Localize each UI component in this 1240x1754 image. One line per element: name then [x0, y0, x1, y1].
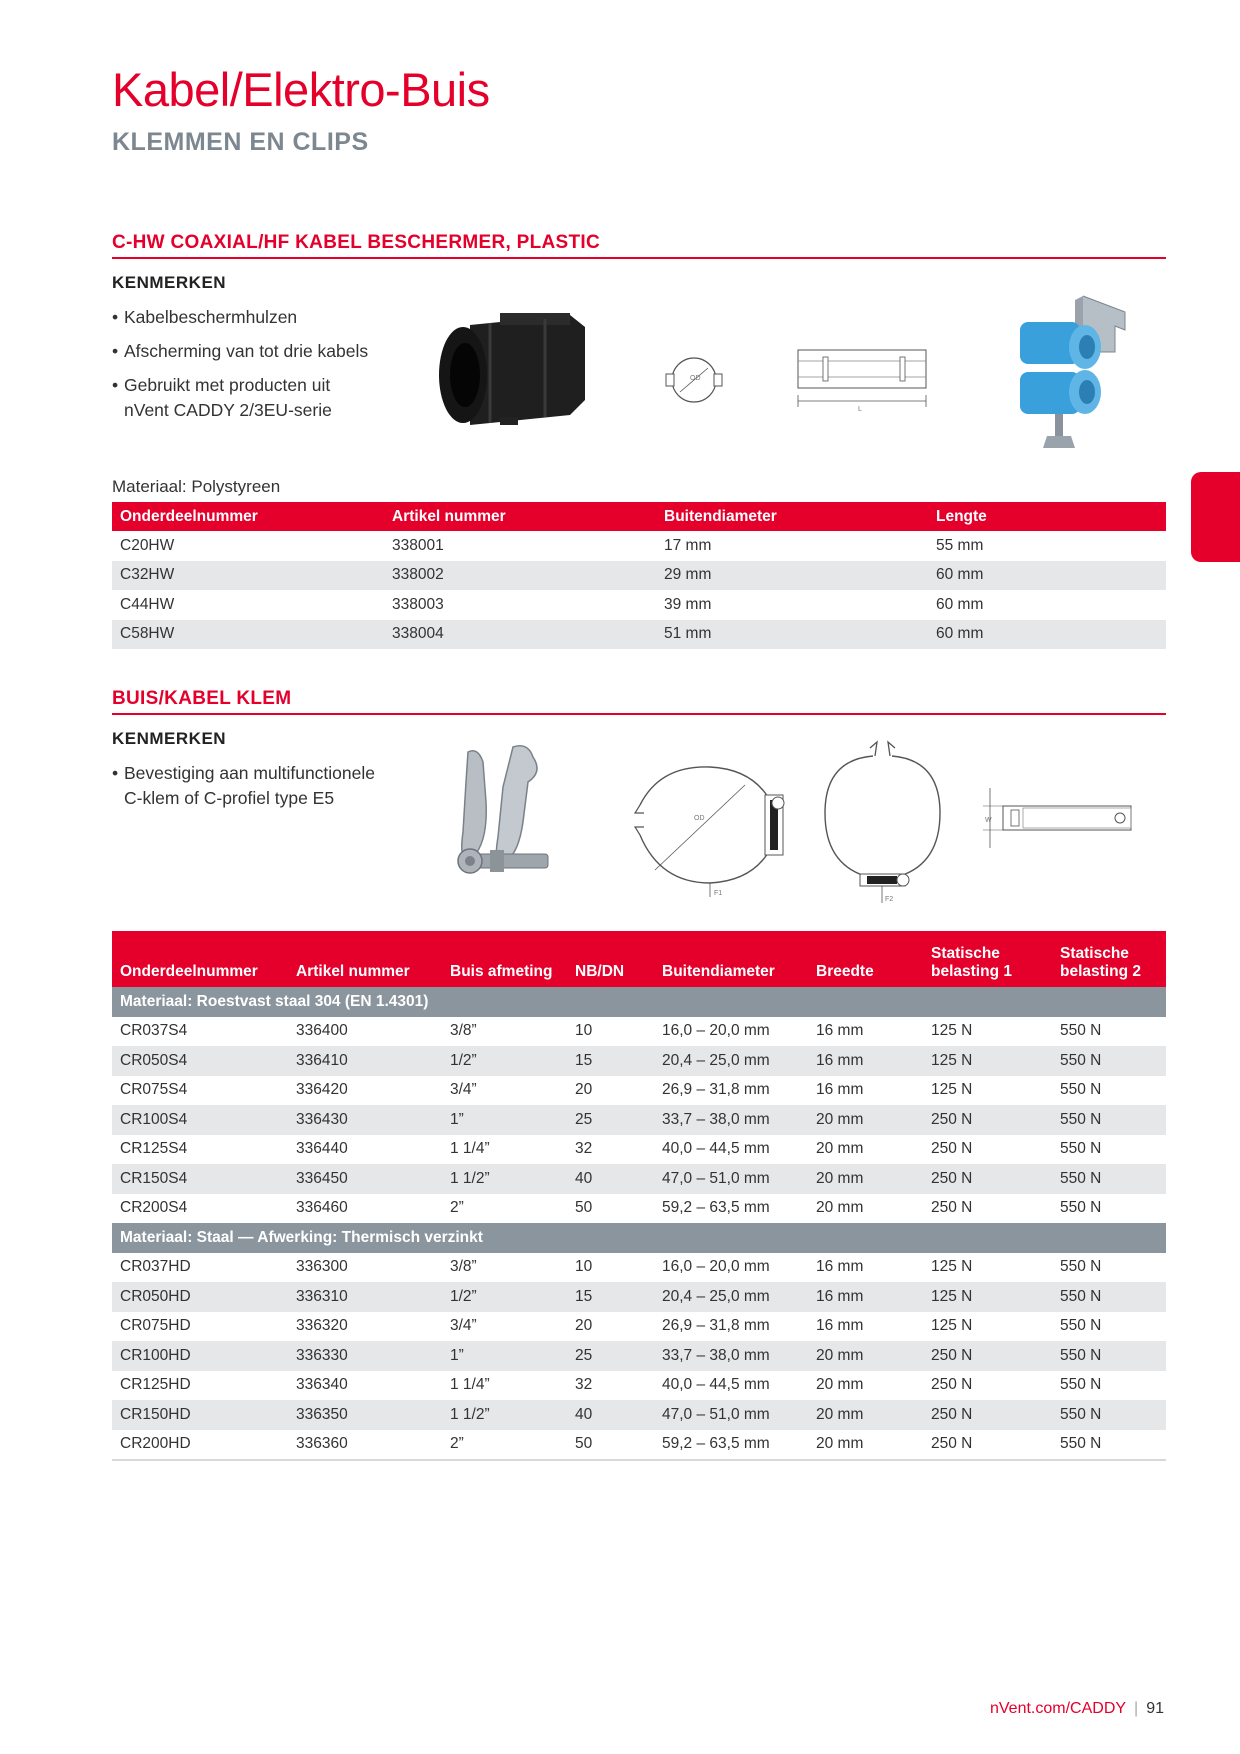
- table-cell: 1”: [442, 1341, 567, 1371]
- column-header: Breedte: [808, 931, 923, 987]
- table-cell: 47,0 – 51,0 mm: [654, 1400, 808, 1430]
- table-cell: 250 N: [923, 1400, 1052, 1430]
- table-cell: 336430: [288, 1105, 442, 1135]
- table-cell: CR150HD: [112, 1400, 288, 1430]
- table-cell: 336360: [288, 1430, 442, 1461]
- clamp-ring-diagram: [815, 738, 955, 908]
- material-group-label: Materiaal: Roestvast staal 304 (EN 1.4301): [112, 987, 1166, 1017]
- table-cell: 16 mm: [816, 1317, 864, 1335]
- table-row: [112, 1076, 1166, 1106]
- table-cell: 20 mm: [808, 1105, 923, 1135]
- table-cell: 16 mm: [808, 1046, 923, 1076]
- column-header: Buitendiameter: [656, 502, 928, 531]
- table-cell: 20 mm: [808, 1430, 923, 1461]
- od-label: OD: [690, 375, 701, 382]
- od-label: OD: [694, 815, 705, 822]
- table-cell: 10: [575, 1022, 593, 1040]
- clamp-width-diagram: [978, 778, 1148, 858]
- column-header: Onderdeelnummer: [112, 502, 384, 531]
- table-cell: C58HW: [112, 620, 384, 650]
- table-cell: 3/8”: [450, 1022, 477, 1040]
- table-cell: 550 N: [1052, 1164, 1166, 1194]
- page-title: Kabel/Elektro-Buis: [112, 63, 490, 116]
- table-cell: 20: [575, 1317, 593, 1335]
- table-cell: 125 N: [923, 1282, 1052, 1312]
- table-cell: CR125S4: [120, 1140, 188, 1158]
- table-cell: 550 N: [1052, 1282, 1166, 1312]
- table-header-row: [112, 502, 1166, 531]
- material-group-label: Materiaal: Staal — Afwerking: Thermisch verzinkt: [112, 1223, 1166, 1253]
- length-diagram: [790, 345, 935, 415]
- feature-item: • Bevestiging aan multifunctionele C-klem of C-profiel type E5: [112, 761, 375, 811]
- table-cell: 15: [567, 1282, 654, 1312]
- footer: nVent.com/CADDY | 91: [989, 1700, 1164, 1717]
- table-row: [112, 1312, 1166, 1342]
- features-list: [112, 761, 375, 820]
- table-cell: 17 mm: [664, 536, 712, 554]
- length-label: L: [858, 406, 862, 413]
- table-row: [112, 1164, 1166, 1194]
- column-header: NB/DN: [567, 931, 654, 987]
- table-row: [112, 1194, 1166, 1224]
- column-header: Buitendiameter: [654, 931, 808, 987]
- table-cell: 2”: [450, 1199, 464, 1217]
- table-cell: 550 N: [1060, 1140, 1102, 1158]
- table-cell: 125 N: [923, 1046, 1052, 1076]
- table-cell: 550 N: [1060, 1199, 1102, 1217]
- table-cell: 20,4 – 25,0 mm: [654, 1282, 808, 1312]
- table-cell: 60 mm: [936, 595, 984, 613]
- clamp-photo: [448, 742, 563, 902]
- table-cell: CR150S4: [112, 1164, 288, 1194]
- table-row: [112, 1371, 1166, 1401]
- table-cell: 39 mm: [664, 595, 712, 613]
- table-header-row: [112, 931, 1166, 987]
- column-header: Lengte: [928, 502, 1166, 531]
- features-list: [112, 305, 368, 432]
- section-divider: [112, 257, 1166, 259]
- page-subtitle: KLEMMEN EN CLIPS: [112, 128, 369, 156]
- table-cell: 40,0 – 44,5 mm: [662, 1140, 770, 1158]
- table-cell: 20,4 – 25,0 mm: [654, 1046, 808, 1076]
- material-group-row: [112, 987, 1166, 1017]
- table-cell: 336450: [288, 1164, 442, 1194]
- table-row: [112, 620, 1166, 650]
- table-cell: 250 N: [931, 1199, 973, 1217]
- table-row: [112, 561, 1166, 591]
- column-header: Buis afmeting: [442, 931, 567, 987]
- table-cell: 32: [575, 1376, 593, 1394]
- table-cell: C32HW: [112, 561, 384, 591]
- table-cell: 550 N: [1052, 1046, 1166, 1076]
- table-cell: 33,7 – 38,0 mm: [654, 1341, 808, 1371]
- f2-label: F2: [885, 896, 894, 903]
- table-cell: CR050HD: [112, 1282, 288, 1312]
- table-cell: 60 mm: [928, 620, 1166, 650]
- table-cell: 16 mm: [808, 1282, 923, 1312]
- table-cell: CR125HD: [120, 1376, 191, 1394]
- table-cell: 3/8”: [450, 1258, 477, 1276]
- footer-url[interactable]: nVent.com/CADDY: [989, 1700, 1127, 1717]
- table-cell: 40,0 – 44,5 mm: [662, 1376, 770, 1394]
- table-cell: 250 N: [931, 1376, 973, 1394]
- column-header: Artikel nummer: [288, 931, 442, 987]
- section-title-clamp: BUIS/KABEL KLEM: [112, 688, 292, 709]
- table-cell: CR100HD: [112, 1341, 288, 1371]
- table-cell: 1 1/4”: [450, 1140, 490, 1158]
- table-cell: 336420: [296, 1081, 348, 1099]
- material-group-row: [112, 1223, 1166, 1253]
- table-cell: 1 1/4”: [450, 1376, 490, 1394]
- feature-item: • Gebruikt met producten uit nVent CADDY 2/3EU-serie: [112, 373, 368, 423]
- table-cell: 125 N: [931, 1081, 973, 1099]
- table-cell: 20 mm: [816, 1140, 864, 1158]
- table-cell: CR200HD: [112, 1430, 288, 1461]
- table-cell: 20 mm: [808, 1341, 923, 1371]
- table-cell: 20 mm: [816, 1376, 864, 1394]
- table-cell: CR037S4: [120, 1022, 188, 1040]
- table-cell: 550 N: [1052, 1105, 1166, 1135]
- table-cell: 336410: [288, 1046, 442, 1076]
- features-heading: KENMERKEN: [112, 273, 227, 292]
- section-title-coaxial: C-HW COAXIAL/HF KABEL BESCHERMER, PLASTIC: [112, 232, 601, 253]
- table-cell: 3/4”: [450, 1081, 477, 1099]
- table-cell: CR100S4: [112, 1105, 288, 1135]
- table-cell: 55 mm: [936, 536, 984, 554]
- table-cell: 16 mm: [816, 1258, 864, 1276]
- table-cell: 60 mm: [928, 561, 1166, 591]
- table-cell: CR075S4: [120, 1081, 188, 1099]
- table-cell: 1/2”: [442, 1046, 567, 1076]
- feature-item: • Afscherming van tot drie kabels: [112, 339, 368, 364]
- table-cell: 338003: [392, 595, 444, 613]
- table-row: [112, 1282, 1166, 1312]
- table-cell: 16,0 – 20,0 mm: [662, 1022, 770, 1040]
- table-cell: 336320: [296, 1317, 348, 1335]
- feature-item: • Kabelbeschermhulzen: [112, 305, 368, 330]
- table-row: [112, 1017, 1166, 1047]
- table-cell: 10: [575, 1258, 593, 1276]
- table-cell: 25: [567, 1341, 654, 1371]
- table-cell: 1 1/2”: [442, 1400, 567, 1430]
- chapter-tab[interactable]: [1191, 472, 1240, 562]
- table-cell: 59,2 – 63,5 mm: [662, 1199, 770, 1217]
- table-cell: 125 N: [931, 1258, 973, 1276]
- table-cell: 1 1/2”: [442, 1164, 567, 1194]
- coaxial-table: [112, 502, 1166, 649]
- table-cell: 26,9 – 31,8 mm: [662, 1081, 770, 1099]
- table-row: [112, 1430, 1166, 1461]
- table-row: [112, 1400, 1166, 1430]
- table-cell: 125 N: [931, 1022, 973, 1040]
- table-cell: 338002: [384, 561, 656, 591]
- table-cell: C20HW: [120, 536, 175, 554]
- section-divider: [112, 713, 1166, 715]
- table-cell: 32: [575, 1140, 593, 1158]
- table-cell: CR200S4: [120, 1199, 188, 1217]
- table-row: [112, 590, 1166, 620]
- table-cell: 550 N: [1060, 1317, 1102, 1335]
- table-cell: 550 N: [1052, 1430, 1166, 1461]
- table-cell: 1”: [442, 1105, 567, 1135]
- table-cell: 125 N: [931, 1317, 973, 1335]
- table-cell: 336340: [296, 1376, 348, 1394]
- table-cell: 338001: [392, 536, 444, 554]
- table-cell: 550 N: [1060, 1081, 1102, 1099]
- table-cell: 336460: [296, 1199, 348, 1217]
- table-cell: 50: [575, 1199, 593, 1217]
- table-row: [112, 1105, 1166, 1135]
- clamp-table: [112, 931, 1166, 1461]
- table-cell: 59,2 – 63,5 mm: [654, 1430, 808, 1461]
- table-cell: 51 mm: [656, 620, 928, 650]
- table-cell: 15: [567, 1046, 654, 1076]
- table-cell: CR037HD: [120, 1258, 191, 1276]
- table-cell: 25: [567, 1105, 654, 1135]
- table-cell: 250 N: [923, 1164, 1052, 1194]
- table-cell: 250 N: [923, 1430, 1052, 1461]
- column-header: Onderdeelnummer: [112, 931, 288, 987]
- table-cell: 250 N: [923, 1341, 1052, 1371]
- cable-sleeve-photo: [430, 305, 600, 440]
- table-cell: 336310: [288, 1282, 442, 1312]
- table-row: [112, 1341, 1166, 1371]
- table-row: [112, 531, 1166, 561]
- table-cell: 250 N: [923, 1105, 1052, 1135]
- table-cell: 20 mm: [808, 1400, 923, 1430]
- od-diagram: [662, 352, 726, 408]
- column-header: Artikel nummer: [384, 502, 656, 531]
- sleeve-clip-photo: [1015, 292, 1145, 452]
- page-number: 91: [1146, 1700, 1164, 1717]
- table-cell: 550 N: [1060, 1022, 1102, 1040]
- table-row: [112, 1046, 1166, 1076]
- table-cell: 16 mm: [816, 1022, 864, 1040]
- table-cell: 3/4”: [450, 1317, 477, 1335]
- table-cell: 29 mm: [656, 561, 928, 591]
- table-cell: 16 mm: [816, 1081, 864, 1099]
- table-cell: 336300: [296, 1258, 348, 1276]
- table-cell: 336350: [288, 1400, 442, 1430]
- table-cell: C44HW: [120, 595, 175, 613]
- table-cell: 336400: [296, 1022, 348, 1040]
- table-cell: 336440: [296, 1140, 348, 1158]
- material-note: Materiaal: Polystyreen: [112, 477, 281, 496]
- column-header: Statische belasting 1: [923, 931, 1052, 987]
- table-cell: 550 N: [1060, 1376, 1102, 1394]
- table-cell: 2”: [442, 1430, 567, 1461]
- table-cell: 20 mm: [816, 1199, 864, 1217]
- table-cell: 550 N: [1060, 1258, 1102, 1276]
- table-cell: 33,7 – 38,0 mm: [654, 1105, 808, 1135]
- column-header: Statische belasting 2: [1052, 931, 1166, 987]
- table-cell: 338004: [384, 620, 656, 650]
- table-cell: 50: [567, 1430, 654, 1461]
- table-cell: 16,0 – 20,0 mm: [662, 1258, 770, 1276]
- table-cell: 20: [575, 1081, 593, 1099]
- table-cell: 550 N: [1052, 1341, 1166, 1371]
- table-cell: 40: [567, 1164, 654, 1194]
- table-cell: 250 N: [931, 1140, 973, 1158]
- table-cell: CR050S4: [112, 1046, 288, 1076]
- clamp-od-diagram: [630, 755, 800, 900]
- table-cell: 550 N: [1052, 1400, 1166, 1430]
- table-row: [112, 1135, 1166, 1165]
- f1-label: F1: [714, 890, 723, 897]
- w-label: W: [985, 817, 992, 824]
- table-cell: 40: [567, 1400, 654, 1430]
- table-cell: 1/2”: [442, 1282, 567, 1312]
- table-cell: 336330: [288, 1341, 442, 1371]
- features-heading: KENMERKEN: [112, 729, 227, 748]
- table-cell: 26,9 – 31,8 mm: [662, 1317, 770, 1335]
- table-cell: 47,0 – 51,0 mm: [654, 1164, 808, 1194]
- table-cell: CR075HD: [120, 1317, 191, 1335]
- table-cell: 20 mm: [808, 1164, 923, 1194]
- table-row: [112, 1253, 1166, 1283]
